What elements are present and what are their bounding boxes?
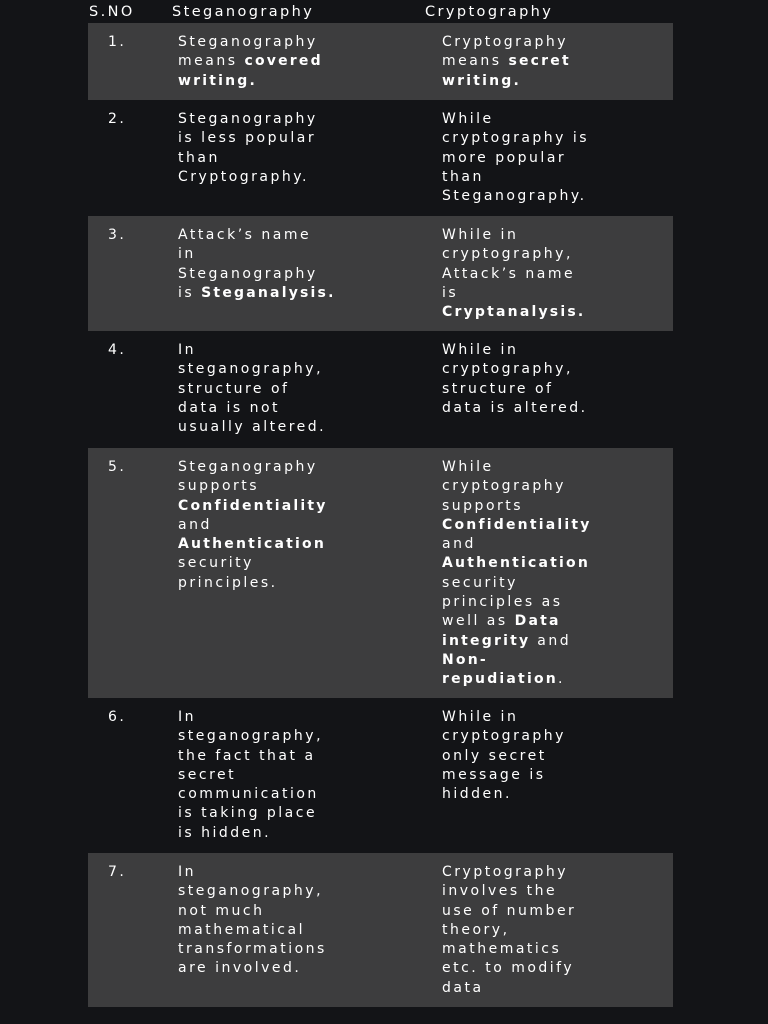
steganography-cell: In steganography, the fact that a secret communication is taking place is hidden. — [178, 709, 324, 841]
table-row — [88, 698, 673, 853]
comparison-table — [88, 0, 673, 1007]
steganography-cell: In steganography, structure of data is not usually altered. — [178, 342, 327, 436]
cryptography-cell: Cryptography means secret writing. — [442, 34, 571, 89]
cryptography-cell: While in cryptography, Attack’s name is Cryptanalysis. — [442, 227, 586, 321]
steganography-cell: In steganography, not much mathematical transformations are involved. — [178, 864, 327, 977]
row-number: 7. — [108, 864, 127, 880]
header-sno: S.NO — [89, 4, 135, 20]
table-row — [88, 23, 673, 100]
cryptography-cell: While cryptography supports Confidentiality and Authentication security principles as well as Data integrity and Non- repudiation. — [442, 459, 592, 688]
cryptography-cell: While in cryptography only secret message is hidden. — [442, 709, 566, 803]
header-steganography: Steganography — [172, 4, 315, 20]
cryptography-cell: While in cryptography, structure of data is altered. — [442, 342, 588, 416]
steganography-cell: Steganography means covered writing. — [178, 34, 323, 89]
row-number: 6. — [108, 709, 127, 725]
cryptography-cell: While cryptography is more popular than Steganography. — [442, 111, 590, 205]
steganography-cell: Attack’s name in Steganography is Steganalysis. — [178, 227, 336, 301]
table-row — [88, 853, 673, 1007]
row-number: 4. — [108, 342, 127, 358]
steganography-cell: Steganography is less popular than Cryptography. — [178, 111, 318, 185]
table-row — [88, 100, 673, 216]
row-number: 2. — [108, 111, 127, 127]
table-row — [88, 216, 673, 331]
table-header — [88, 0, 673, 23]
row-number: 5. — [108, 459, 127, 475]
table-row — [88, 448, 673, 698]
row-number: 1. — [108, 34, 127, 50]
row-number: 3. — [108, 227, 127, 243]
steganography-cell: Steganography supports Confidentiality and Authentication security principles. — [178, 459, 328, 591]
table-row — [88, 331, 673, 448]
header-cryptography: Cryptography — [425, 4, 554, 20]
cryptography-cell: Cryptography involves the use of number theory, mathematics etc. to modify data — [442, 864, 577, 996]
